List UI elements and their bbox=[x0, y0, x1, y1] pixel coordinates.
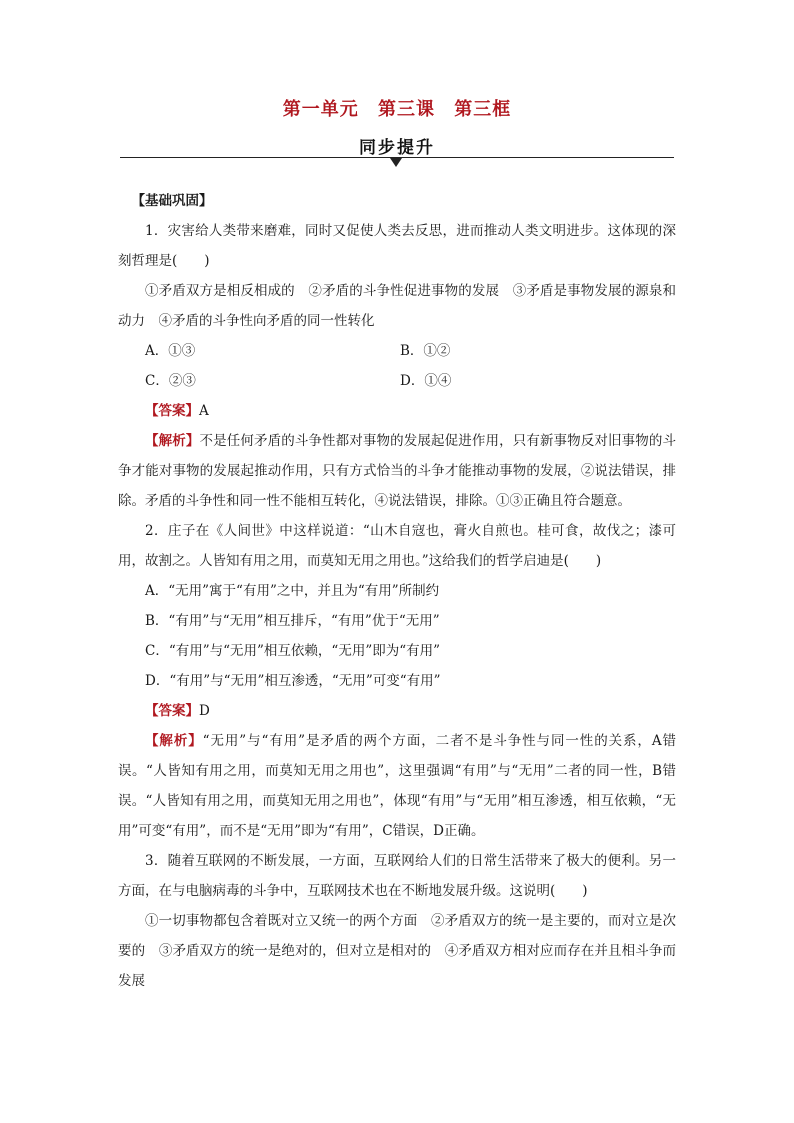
option-b: B．“有用”与“无用”相互排斥，“有用”优于“无用” bbox=[145, 613, 440, 629]
question-3-stem: 3．随着互联网的不断发展，一方面，互联网给人们的日常生活带来了极大的便利。另一方面，在与电脑病毒的斗争中，互联网技术也在不断地发展升级。这说明( ) bbox=[118, 853, 676, 899]
question-1-options-row-1 bbox=[118, 336, 676, 366]
question-2-analysis bbox=[118, 726, 676, 846]
analysis-text: 不是任何矛盾的斗争性都对事物的发展起促进作用，只有新事物反对旧事物的斗争才能对事物的发展起推动作用，只有方式恰当的斗争才能推动事物的发展，②说法错误，排除。矛盾的斗争性和同一性不能相互转化，④说法错误，排除。①③正确且符合题意。 bbox=[118, 433, 677, 509]
question-1-stem: 1．灾害给人类带来磨难，同时又促使人类去反思，进而推动人类文明进步。这体现的深刻哲理是( ) bbox=[118, 223, 676, 269]
page-subtitle: 同步提升 bbox=[359, 138, 435, 158]
section-heading: 【基础巩固】 bbox=[131, 193, 213, 209]
question-1-analysis bbox=[118, 426, 676, 516]
question-1-answer bbox=[118, 396, 676, 426]
question-2-answer bbox=[118, 696, 676, 726]
question-content bbox=[118, 186, 676, 996]
answer-tag: 【答案】 bbox=[145, 403, 199, 419]
option-b: B．①② bbox=[400, 343, 451, 359]
analysis-text: “无用”与“有用”是矛盾的两个方面，二者不是斗争性与同一性的关系，A错误。“人皆知有用之用，而莫知无用之用也”，这里强调“有用”与“无用”二者的同一性，B错误。“人皆知有用之用，而莫知无用之用也”，体现“有用”与“无用”相互渗透，相互依赖，“无用”可变“有用”，而不是“无用”即为“有用”，C错误，D正确。 bbox=[118, 733, 677, 839]
title-unit: 第一单元 bbox=[282, 99, 359, 120]
title-lesson: 第三课 bbox=[378, 99, 435, 120]
question-2-stem: 2．庄子在《人间世》中这样说道：“山木自寇也，膏火自煎也。桂可食，故伐之；漆可用，故割之。人皆知有用之用，而莫知无用之用也。”这给我们的哲学启迪是( ) bbox=[118, 523, 676, 569]
analysis-tag: 【解析】 bbox=[145, 733, 203, 749]
answer-tag: 【答案】 bbox=[145, 703, 199, 719]
triangle-down-icon bbox=[390, 158, 402, 167]
option-d: D．“有用”与“无用”相互渗透，“无用”可变“有用” bbox=[145, 673, 441, 689]
answer-value: A bbox=[199, 403, 209, 419]
option-a: A．“无用”寓于“有用”之中，并且为“有用”所制约 bbox=[145, 583, 440, 599]
analysis-tag: 【解析】 bbox=[145, 433, 200, 449]
unit-title bbox=[0, 95, 794, 121]
title-frame: 第三框 bbox=[454, 99, 512, 120]
question-3-statements: ①一切事物都包含着既对立又统一的两个方面 ②矛盾双方的统一是主要的，而对立是次要的 ③矛盾双方的统一是绝对的，但对立是相对的 ④矛盾双方相对应而存在并且相斗争而发展 bbox=[118, 913, 676, 989]
answer-value: D bbox=[199, 703, 210, 719]
question-1-options-row-2 bbox=[118, 366, 676, 396]
option-c: C．②③ bbox=[145, 373, 196, 389]
question-1-statements: ①矛盾双方是相反相成的 ②矛盾的斗争性促进事物的发展 ③矛盾是事物发展的源泉和动力 ④矛盾的斗争性向矛盾的同一性转化 bbox=[118, 283, 676, 329]
option-a: A．①③ bbox=[145, 343, 196, 359]
option-c: C．“有用”与“无用”相互依赖，“无用”即为“有用” bbox=[145, 643, 441, 659]
option-d: D．①④ bbox=[400, 373, 452, 389]
